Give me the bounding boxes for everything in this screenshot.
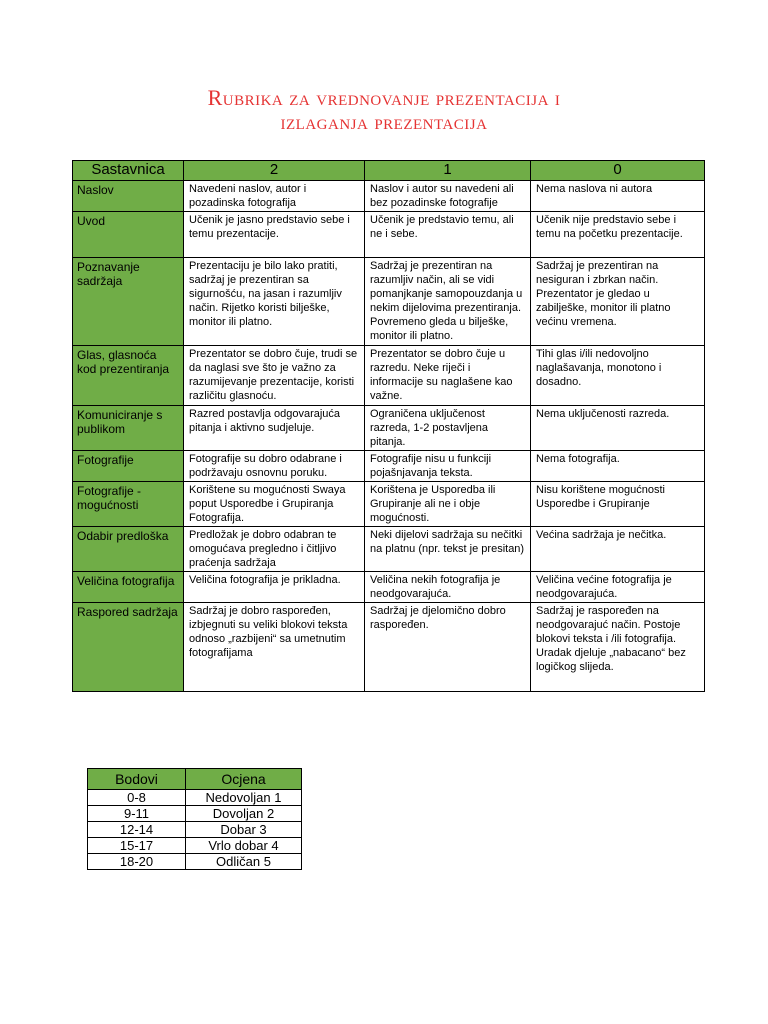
score-2-cell: Prezentaciju je bilo lako pratiti, sadržaj je prezentiran sa sigurnošću, na jasan i razumljiv način. Rijetko koristi bilješke, monitor ili platno. <box>184 258 365 346</box>
grades-header-row <box>88 769 302 790</box>
score-2-cell: Sadržaj je dobro raspoređen, izbjegnuti su veliki blokovi teksta odnoso „razbijeni“ sa umetnutim fotografijama <box>184 603 365 692</box>
score-0-cell: Nema fotografija. <box>531 451 705 482</box>
table-row <box>88 822 302 838</box>
score-0-cell: Nisu korištene mogućnosti Usporedbe i Grupiranje <box>531 482 705 527</box>
score-1-cell: Učenik je predstavio temu, ali ne i sebe. <box>365 212 531 258</box>
criterion-cell: Poznavanje sadržaja <box>73 258 184 346</box>
score-0-cell: Učenik nije predstavio sebe i temu na početku prezentacije. <box>531 212 705 258</box>
title-line-1: Rubrika za vrednovanje prezentacija i <box>207 85 561 110</box>
criterion-cell: Naslov <box>73 181 184 212</box>
table-row <box>73 603 705 692</box>
rubric-table <box>72 160 705 692</box>
score-0-cell: Nema uključenosti razreda. <box>531 406 705 451</box>
table-row <box>73 406 705 451</box>
points-cell: 15-17 <box>88 838 186 854</box>
grade-cell: Dovoljan 2 <box>186 806 302 822</box>
header-score-1: 1 <box>365 161 531 181</box>
score-2-cell: Prezentator se dobro čuje, trudi se da naglasi sve što je važno za razumijevanje prezentacije, koristi različitu glasnoću. <box>184 346 365 406</box>
score-0-cell: Veličina većine fotografija je neodgovarajuća. <box>531 572 705 603</box>
table-row <box>73 212 705 258</box>
table-row <box>88 854 302 870</box>
score-2-cell: Fotografije su dobro odabrane i podržavaju osnovnu poruku. <box>184 451 365 482</box>
grade-cell: Dobar 3 <box>186 822 302 838</box>
points-cell: 12-14 <box>88 822 186 838</box>
criterion-cell: Glas, glasnoća kod prezentiranja <box>73 346 184 406</box>
score-1-cell: Prezentator se dobro čuje u razredu. Neke riječi i informacije su naglašene kao važne. <box>365 346 531 406</box>
table-row <box>88 838 302 854</box>
score-2-cell: Učenik je jasno predstavio sebe i temu prezentacije. <box>184 212 365 258</box>
table-row <box>73 482 705 527</box>
table-row <box>88 806 302 822</box>
score-2-cell: Korištene su mogućnosti Swaya poput Usporedbe i Grupiranja Fotografija. <box>184 482 365 527</box>
header-criterion: Sastavnica <box>73 161 184 181</box>
score-0-cell: Sadržaj je raspoređen na neodgovarajuć način. Postoje blokovi teksta i /ili fotografija. Uradak djeluje „nabacano“ bez logičkog slijeda. <box>531 603 705 692</box>
criterion-cell: Raspored sadržaja <box>73 603 184 692</box>
grade-cell: Nedovoljan 1 <box>186 790 302 806</box>
document-title <box>0 86 768 134</box>
header-points: Bodovi <box>88 769 186 790</box>
criterion-cell: Veličina fotografija <box>73 572 184 603</box>
score-1-cell: Naslov i autor su navedeni ali bez pozadinske fotografije <box>365 181 531 212</box>
table-row <box>73 527 705 572</box>
table-row <box>73 258 705 346</box>
table-row <box>73 346 705 406</box>
score-1-cell: Ograničena uključenost razreda, 1-2 postavljena pitanja. <box>365 406 531 451</box>
header-score-2: 2 <box>184 161 365 181</box>
header-grade: Ocjena <box>186 769 302 790</box>
criterion-cell: Komuniciranje s publikom <box>73 406 184 451</box>
table-row <box>73 572 705 603</box>
title-line-2: izlaganja prezentacija <box>280 109 488 134</box>
grade-cell: Odličan 5 <box>186 854 302 870</box>
criterion-cell: Fotografije - mogućnosti <box>73 482 184 527</box>
score-1-cell: Neki dijelovi sadržaja su nečitki na platnu (npr. tekst je presitan) <box>365 527 531 572</box>
score-2-cell: Predložak je dobro odabran te omogućava pregledno i čitljivo praćenja sadržaja <box>184 527 365 572</box>
score-1-cell: Veličina nekih fotografija je neodgovarajuća. <box>365 572 531 603</box>
points-cell: 9-11 <box>88 806 186 822</box>
header-score-0: 0 <box>531 161 705 181</box>
score-0-cell: Većina sadržaja je nečitka. <box>531 527 705 572</box>
table-row <box>73 181 705 212</box>
score-1-cell: Sadržaj je djelomično dobro raspoređen. <box>365 603 531 692</box>
criterion-cell: Uvod <box>73 212 184 258</box>
score-0-cell: Nema naslova ni autora <box>531 181 705 212</box>
grade-cell: Vrlo dobar 4 <box>186 838 302 854</box>
score-0-cell: Sadržaj je prezentiran na nesiguran i zbrkan način. Prezentator je gledao u zabilješke, monitor ili platno većinu vremena. <box>531 258 705 346</box>
criterion-cell: Odabir predloška <box>73 527 184 572</box>
score-2-cell: Veličina fotografija je prikladna. <box>184 572 365 603</box>
criterion-cell: Fotografije <box>73 451 184 482</box>
grading-scale-table <box>87 768 302 870</box>
score-0-cell: Tihi glas i/ili nedovoljno naglašavanja, monotono i dosadno. <box>531 346 705 406</box>
score-1-cell: Fotografije nisu u funkciji pojašnjavanja teksta. <box>365 451 531 482</box>
points-cell: 18-20 <box>88 854 186 870</box>
score-1-cell: Sadržaj je prezentiran na razumljiv način, ali se vidi pomanjkanje samopouzdanja u nekim dijelovima prezentiranja. Povremeno gleda u bilješke, monitor ili platno. <box>365 258 531 346</box>
points-cell: 0-8 <box>88 790 186 806</box>
score-2-cell: Razred postavlja odgovarajuća pitanja i aktivno sudjeluje. <box>184 406 365 451</box>
table-row <box>88 790 302 806</box>
score-1-cell: Korištena je Usporedba ili Grupiranje ali ne i obje mogućnosti. <box>365 482 531 527</box>
table-row <box>73 451 705 482</box>
rubric-header-row <box>73 161 705 181</box>
score-2-cell: Navedeni naslov, autor i pozadinska fotografija <box>184 181 365 212</box>
